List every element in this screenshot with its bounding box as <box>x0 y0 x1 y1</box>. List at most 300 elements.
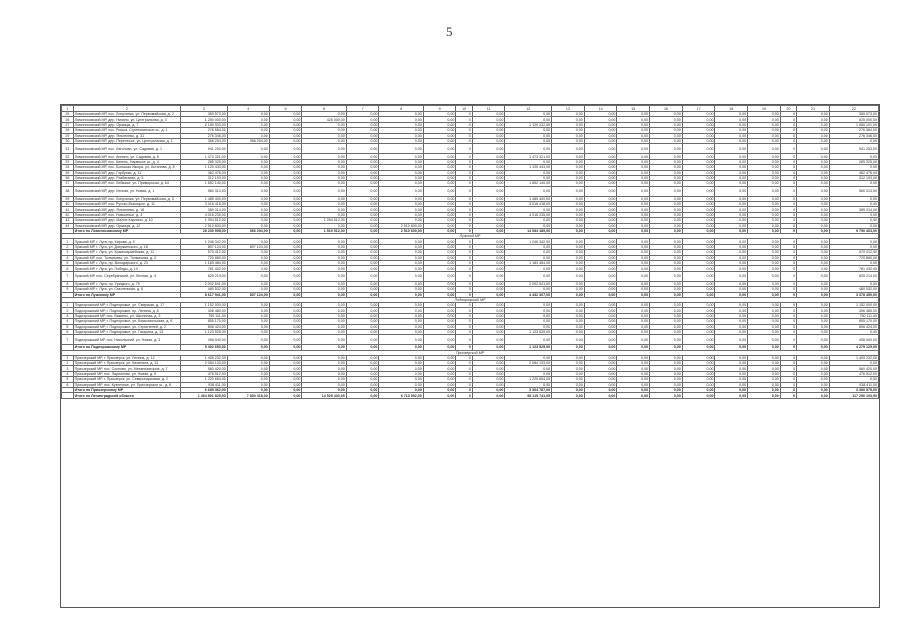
value-cell: 0,00 <box>269 388 302 393</box>
value-cell: 0 <box>456 355 472 360</box>
value-cell: 0,00 <box>797 159 830 164</box>
value-cell: 0,00 <box>346 366 379 371</box>
value-cell: 0,00 <box>505 170 552 175</box>
value-cell: 0,00 <box>715 371 748 376</box>
address-cell: Подпорожский МР, г. Подпорожье, пр. Ленина, д. 8 <box>73 308 180 313</box>
value-cell: 0,00 <box>346 313 379 318</box>
value-cell: 0,00 <box>379 260 423 265</box>
address-cell: Ломоносовский МР, дер. Оржицы, д. 7 <box>73 122 180 127</box>
value-cell: 0,00 <box>346 319 379 324</box>
value-cell: 0,00 <box>650 239 683 244</box>
value-cell: 0,00 <box>552 196 585 201</box>
page-number: 5 <box>446 24 453 39</box>
value-cell: 0 <box>780 271 796 281</box>
value-cell: 0,00 <box>715 393 748 399</box>
value-cell: 0,00 <box>584 181 617 186</box>
value-cell: 0,00 <box>346 292 379 297</box>
column-number-header: 18 <box>715 106 748 112</box>
value-cell: 6 <box>62 382 74 387</box>
value-cell: 0,00 <box>650 207 683 212</box>
value-cell: 0,00 <box>797 266 830 271</box>
value-cell: 720 860,00 <box>181 255 228 260</box>
value-cell: 0,00 <box>584 292 617 297</box>
column-number-header: 10 <box>456 106 472 112</box>
value-cell: 0,00 <box>682 138 715 143</box>
value-cell: 0,00 <box>269 218 302 223</box>
value-cell: 0,00 <box>269 202 302 207</box>
value-cell: 0,00 <box>797 281 830 286</box>
value-cell: 0,00 <box>617 287 650 292</box>
value-cell: 0,00 <box>797 355 830 360</box>
value-cell: 1 120 443,00 <box>505 165 552 170</box>
address-cell: Подпорожский МР, г. Подпорожье, ул. Свирская, д. 17 <box>73 302 180 307</box>
value-cell: 2 002 541,00 <box>181 281 228 286</box>
value-cell: 0,00 <box>346 361 379 366</box>
value-cell: 0,00 <box>227 175 269 180</box>
value-cell: 0,00 <box>552 319 585 324</box>
value-cell: 0,00 <box>797 170 830 175</box>
value-cell: 0,00 <box>797 239 830 244</box>
value-cell: 807 124,00 <box>227 244 269 249</box>
value-cell: 0,00 <box>423 324 456 329</box>
column-number-header: 20 <box>780 106 796 112</box>
value-cell: 0,00 <box>797 138 830 143</box>
value-cell: 0,00 <box>302 388 346 393</box>
value-cell: 0,00 <box>715 244 748 249</box>
value-cell: 0,00 <box>269 335 302 345</box>
value-cell: 0 <box>456 366 472 371</box>
value-cell: 0,00 <box>715 223 748 228</box>
value-cell: 0,00 <box>379 382 423 387</box>
value-cell: 1 <box>62 302 74 307</box>
value-cell: 0 <box>780 345 796 350</box>
value-cell: 0,00 <box>748 244 781 249</box>
value-cell: 0 <box>780 335 796 345</box>
value-cell: 0,00 <box>797 144 830 154</box>
value-cell: 720 860,00 <box>829 255 878 260</box>
value-cell: 0,00 <box>423 112 456 117</box>
value-cell: 0,00 <box>379 154 423 159</box>
value-cell: 0,00 <box>797 260 830 265</box>
value-cell: 0,00 <box>227 255 269 260</box>
value-cell: 0,00 <box>505 271 552 281</box>
value-cell: 0,00 <box>682 223 715 228</box>
value-cell: 0,00 <box>346 196 379 201</box>
value-cell: 0,00 <box>269 117 302 122</box>
address-cell: Приозерский МР, г. Приозерск, ул. Северопарковая, д. 2 <box>73 377 180 382</box>
value-cell: 0 <box>456 313 472 318</box>
value-cell: 276 584,00 <box>181 128 228 133</box>
value-cell: 0,00 <box>269 366 302 371</box>
value-cell: 0,00 <box>302 159 346 164</box>
value-cell: 0,00 <box>617 144 650 154</box>
value-cell: 855 170,00 <box>829 319 878 324</box>
value-cell: 0,00 <box>584 133 617 138</box>
column-number-header: 2 <box>73 106 180 112</box>
value-cell: 0 <box>456 371 472 376</box>
value-cell: 0,00 <box>584 287 617 292</box>
value-cell: 0,00 <box>715 239 748 244</box>
value-cell: 0,00 <box>650 144 683 154</box>
value-cell: 0,00 <box>379 366 423 371</box>
value-cell: 0,00 <box>715 128 748 133</box>
value-cell: 0,00 <box>715 308 748 313</box>
value-cell: 0,00 <box>650 302 683 307</box>
value-cell: 0,00 <box>552 250 585 255</box>
value-cell: 0,00 <box>302 266 346 271</box>
value-cell: 570 412,00 <box>181 250 228 255</box>
value-cell: 4 <box>62 371 74 376</box>
value-cell: 0,00 <box>650 335 683 345</box>
value-cell: 5 <box>62 377 74 382</box>
value-cell: 0,00 <box>552 223 585 228</box>
value-cell: 0,00 <box>302 377 346 382</box>
value-cell: 0,00 <box>584 361 617 366</box>
value-cell: 855 170,00 <box>181 319 228 324</box>
address-cell: Приозерский МР, г. Приозерск, ул. Ленина, д. 12 <box>73 355 180 360</box>
value-cell: 0,00 <box>584 255 617 260</box>
value-cell: 0 <box>780 117 796 122</box>
value-cell: 0,00 <box>617 112 650 117</box>
value-cell: 0,00 <box>227 144 269 154</box>
value-cell: 0,00 <box>269 308 302 313</box>
value-cell: 0,00 <box>505 371 552 376</box>
value-cell: 0,00 <box>682 229 715 234</box>
value-cell: 0,00 <box>552 170 585 175</box>
value-cell: 0,00 <box>617 324 650 329</box>
value-cell: 0,00 <box>302 250 346 255</box>
value-cell: 0,00 <box>650 170 683 175</box>
value-cell: 0,00 <box>617 154 650 159</box>
address-cell: Ломоносовский МР, пос. Большая Ижора, ул. Астанова, д. 8 <box>73 165 180 170</box>
value-cell: 941 253,00 <box>181 144 228 154</box>
address-cell: Ломоносовский МР, дер. Малое Карлино, д. 10 <box>73 218 180 223</box>
value-cell: 0,00 <box>472 133 505 138</box>
value-cell: 0,00 <box>346 181 379 186</box>
value-cell: 0,00 <box>797 371 830 376</box>
value-cell: 0,00 <box>748 287 781 292</box>
address-cell: Ломоносовский МР, пос. Новоселье, д. 4 <box>73 212 180 217</box>
value-cell: 0,00 <box>227 377 269 382</box>
column-number-header: 12 <box>505 106 552 112</box>
value-cell: 4 <box>62 255 74 260</box>
value-cell: 0,00 <box>423 186 456 196</box>
value-cell: 0,00 <box>505 159 552 164</box>
value-cell: 0,00 <box>584 128 617 133</box>
value-cell: 0,00 <box>379 186 423 196</box>
value-cell: 44 <box>62 223 74 228</box>
value-cell: 0 <box>456 345 472 350</box>
value-cell: 0,00 <box>302 366 346 371</box>
value-cell: 0,00 <box>423 366 456 371</box>
value-cell: 0,00 <box>423 207 456 212</box>
value-cell: 14 084 189,00 <box>505 229 552 234</box>
value-cell: 0,00 <box>505 255 552 260</box>
value-cell: 0 <box>780 181 796 186</box>
column-number-header: 4 <box>227 106 269 112</box>
value-cell: 0,00 <box>227 186 269 196</box>
value-cell: 0,00 <box>829 260 878 265</box>
value-cell: 0,00 <box>302 302 346 307</box>
address-cell: Ломоносовский МР, пос. Лопухинка, ул. Первомайская, д. 3 <box>73 196 180 201</box>
value-cell: 0,00 <box>617 244 650 249</box>
value-cell: 2 510 600,00 <box>379 223 423 228</box>
address-cell: Ломоносовский МР, пос. Ропша, Стрельнинское ш., д. 1 <box>73 128 180 133</box>
column-number-header: 16 <box>650 106 683 112</box>
value-cell: 0,00 <box>682 181 715 186</box>
value-cell: 0,00 <box>269 207 302 212</box>
value-cell: 0,00 <box>269 223 302 228</box>
value-cell: 0,00 <box>552 366 585 371</box>
value-cell: 0,00 <box>552 324 585 329</box>
value-cell: 1 405 232,00 <box>181 355 228 360</box>
value-cell: 5 402 650,00 <box>181 345 228 350</box>
address-cell: Лужский МР, г. Луга, ул. Красноармейская, д. 11 <box>73 250 180 255</box>
value-cell: 0,00 <box>346 159 379 164</box>
value-cell: 0,00 <box>829 377 878 382</box>
value-cell: 2 084 133,00 <box>181 361 228 366</box>
value-cell: 0,00 <box>379 255 423 260</box>
value-cell: 0,00 <box>302 181 346 186</box>
value-cell: 8 <box>62 281 74 286</box>
value-cell: 0,00 <box>423 239 456 244</box>
address-cell: Ломоносовский МР, пос. Аннино, ул. Садовая, д. 8 <box>73 154 180 159</box>
address-cell: Ломоносовский МР, дер. Перелесье, ул. Центральная, д. 1 <box>73 138 180 143</box>
value-cell: 0 <box>456 202 472 207</box>
value-cell: 0,00 <box>505 117 552 122</box>
value-cell: 0,00 <box>797 324 830 329</box>
value-cell: 0,00 <box>797 255 830 260</box>
value-cell: 0,00 <box>472 266 505 271</box>
value-cell: 0 <box>780 260 796 265</box>
value-cell: 34 <box>62 165 74 170</box>
value-cell: 0,00 <box>379 212 423 217</box>
value-cell: 0,00 <box>829 138 878 143</box>
value-cell: 0,00 <box>269 175 302 180</box>
value-cell: 0,00 <box>650 112 683 117</box>
value-cell: 0,00 <box>748 271 781 281</box>
value-cell: 0,00 <box>302 112 346 117</box>
value-cell: 0,00 <box>748 324 781 329</box>
value-cell: 276 346,00 <box>181 133 228 138</box>
value-cell: 0,00 <box>748 133 781 138</box>
value-cell: 9 <box>62 287 74 292</box>
value-cell: 0,00 <box>227 313 269 318</box>
value-cell: 570 412,00 <box>829 250 878 255</box>
value-cell: 0,00 <box>748 302 781 307</box>
value-cell: 0,00 <box>379 244 423 249</box>
value-cell: 480 532,00 <box>829 287 878 292</box>
address-cell: Ломоносовский МР, дер. Горбунки, д. 11 <box>73 170 180 175</box>
value-cell: 0,00 <box>302 128 346 133</box>
value-cell: 480 532,00 <box>181 287 228 292</box>
value-cell: 0,00 <box>379 335 423 345</box>
value-cell: 3 <box>62 313 74 318</box>
value-cell: 0,00 <box>584 281 617 286</box>
value-cell: 43 <box>62 218 74 223</box>
value-cell: 0,00 <box>302 154 346 159</box>
value-cell: 0,00 <box>617 266 650 271</box>
value-cell: 0 <box>780 112 796 117</box>
value-cell: 0,00 <box>269 159 302 164</box>
value-cell: 0,00 <box>650 366 683 371</box>
value-cell: 0,00 <box>346 324 379 329</box>
value-cell: 0,00 <box>505 266 552 271</box>
value-cell: 0,00 <box>552 266 585 271</box>
value-cell: 0,00 <box>227 218 269 223</box>
address-cell: Итого по Ленинградской области <box>73 393 180 399</box>
value-cell: 807 124,00 <box>181 244 228 249</box>
value-cell: 0,00 <box>552 218 585 223</box>
value-cell: 2 <box>62 244 74 249</box>
value-cell: 0,00 <box>584 335 617 345</box>
value-cell: 0 <box>456 133 472 138</box>
value-cell: 0,00 <box>269 112 302 117</box>
value-cell: 0,00 <box>584 244 617 249</box>
value-cell: 0 <box>780 154 796 159</box>
value-cell: 0,00 <box>617 393 650 399</box>
value-cell: 14 525 430,05 <box>302 393 346 399</box>
value-cell: 0,00 <box>472 138 505 143</box>
value-cell: 0 <box>456 255 472 260</box>
value-cell: 0,00 <box>346 212 379 217</box>
value-cell: 0,00 <box>423 292 456 297</box>
value-cell: 0 <box>456 281 472 286</box>
value-cell: 0,00 <box>302 371 346 376</box>
value-cell: 0,00 <box>797 165 830 170</box>
value-cell: 0,00 <box>472 319 505 324</box>
value-cell: 0,00 <box>797 207 830 212</box>
value-cell: 0,00 <box>227 271 269 281</box>
value-cell: 4 <box>62 319 74 324</box>
address-cell: Ломоносовский МР, дер. Келози, ул. Новая, д. 1 <box>73 186 180 196</box>
value-cell: 0,00 <box>379 239 423 244</box>
value-cell: 0,00 <box>797 308 830 313</box>
value-cell: 0,00 <box>584 207 617 212</box>
value-cell: 1 183 484,00 <box>505 260 552 265</box>
value-cell: 0,00 <box>797 302 830 307</box>
value-cell: 1 473 321,00 <box>181 154 228 159</box>
value-cell: 1 485 400,00 <box>505 196 552 201</box>
value-cell: 0,00 <box>269 271 302 281</box>
value-cell: 0,00 <box>682 239 715 244</box>
value-cell: 0 <box>456 319 472 324</box>
value-cell: 98 115 741,05 <box>505 393 552 399</box>
value-cell: 0,00 <box>227 308 269 313</box>
value-cell: 0,00 <box>797 196 830 201</box>
value-cell: 0,00 <box>682 329 715 334</box>
value-cell: 1 246 342,00 <box>505 239 552 244</box>
column-number-header: 9 <box>423 106 456 112</box>
value-cell: 0,00 <box>682 388 715 393</box>
value-cell: 0 <box>780 138 796 143</box>
value-cell: 0,00 <box>682 345 715 350</box>
value-cell: 0,00 <box>797 218 830 223</box>
value-cell: 0,00 <box>505 218 552 223</box>
value-cell: 0,00 <box>797 244 830 249</box>
value-cell: 1 464 801 825,93 <box>181 393 228 399</box>
value-cell: 0,00 <box>617 165 650 170</box>
value-cell: 0,00 <box>552 122 585 127</box>
value-cell: 0,00 <box>682 281 715 286</box>
value-cell: 781 432,00 <box>181 266 228 271</box>
value-cell: 0,00 <box>584 250 617 255</box>
value-cell: 0,00 <box>829 329 878 334</box>
value-cell: 0,00 <box>379 355 423 360</box>
value-cell: 0,00 <box>302 260 346 265</box>
value-cell: 0,00 <box>227 202 269 207</box>
value-cell: 0,00 <box>227 361 269 366</box>
value-cell: 0,00 <box>423 345 456 350</box>
value-cell: 0,00 <box>584 196 617 201</box>
value-cell: 0,00 <box>715 388 748 393</box>
value-cell: 0,00 <box>423 122 456 127</box>
value-cell: 1 <box>62 355 74 360</box>
value-cell: 0,00 <box>715 207 748 212</box>
value-cell: 0,00 <box>748 196 781 201</box>
column-number-header: 14 <box>584 106 617 112</box>
address-cell: Приозерский МР, пос. Сосново, ул. Механизаторов, д. 7 <box>73 366 180 371</box>
value-cell: 0,00 <box>715 355 748 360</box>
value-cell: 0,00 <box>302 207 346 212</box>
value-cell: 0,00 <box>617 239 650 244</box>
value-cell: 0,00 <box>715 302 748 307</box>
value-cell: 0,00 <box>472 202 505 207</box>
value-cell: 0,00 <box>505 186 552 196</box>
value-cell: 0,00 <box>423 287 456 292</box>
value-cell: 0,00 <box>472 250 505 255</box>
value-cell: 0 <box>780 159 796 164</box>
value-cell: 0,00 <box>227 281 269 286</box>
value-cell: 0,00 <box>715 154 748 159</box>
value-cell: 0,00 <box>379 207 423 212</box>
value-cell: 0,00 <box>505 324 552 329</box>
value-cell: 750 111,00 <box>829 313 878 318</box>
value-cell: 0,00 <box>682 324 715 329</box>
value-cell: 0,00 <box>552 382 585 387</box>
address-cell: Итого по Лужскому МР <box>73 292 180 297</box>
value-cell: 0,00 <box>302 271 346 281</box>
value-cell: 0,00 <box>552 335 585 345</box>
value-cell: 0,00 <box>269 319 302 324</box>
value-cell: 0,00 <box>650 133 683 138</box>
column-number-header: 1 <box>62 106 74 112</box>
value-cell: 560 313,00 <box>181 186 228 196</box>
value-cell: 0,00 <box>379 181 423 186</box>
value-cell: 0,00 <box>379 313 423 318</box>
value-cell: 0,00 <box>552 313 585 318</box>
value-cell: 0,00 <box>748 144 781 154</box>
value-cell: 0 <box>780 170 796 175</box>
value-cell: 0,00 <box>797 335 830 345</box>
value-cell: 25 <box>62 112 74 117</box>
value-cell: 7 <box>62 335 74 345</box>
value-cell: 0,00 <box>269 154 302 159</box>
value-cell: 0,00 <box>617 292 650 297</box>
value-cell: 0,00 <box>472 271 505 281</box>
value-cell: 0,00 <box>423 175 456 180</box>
value-cell: 0,00 <box>472 308 505 313</box>
address-cell: Подпорожский МР, пос. Никольский, ул. Новая, д. 3 <box>73 335 180 345</box>
value-cell: 0,00 <box>346 355 379 360</box>
column-number-header: 15 <box>617 106 650 112</box>
value-cell: 1 060 101,00 <box>829 122 878 127</box>
value-cell: 0 <box>780 366 796 371</box>
value-cell: 0,00 <box>715 324 748 329</box>
value-cell: 0,00 <box>269 250 302 255</box>
column-number-header: 8 <box>379 106 423 112</box>
value-cell: 0,00 <box>715 313 748 318</box>
